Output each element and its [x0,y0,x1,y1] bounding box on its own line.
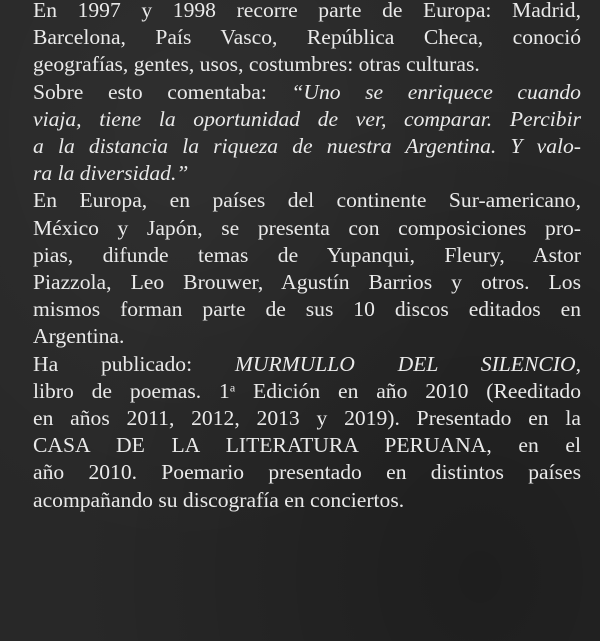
quote-line: a la distancia la riqueza de nuestra Argentina. Y valo- [33,134,581,159]
text-line: México y Japón, se presenta con composiciones pro- [33,215,581,240]
text-line: acompañando su discografía en conciertos. [33,487,405,512]
edition-ordinal: a [229,380,236,395]
paragraph-europe-travels [33,0,581,79]
publication-intro: Ha publicado: [33,351,235,376]
text-line: en años 2011, 2012, 2013 y 2019). Presentado en la [33,406,581,431]
text-line [33,378,581,405]
text-line: Argentina. [33,324,125,349]
text-line: geografías, gentes, usos, costumbres: otras culturas. [33,52,480,77]
text-line [33,351,581,378]
paragraph-quote [33,79,581,188]
text-line: CASA DE LA LITERATURA PERUANA, en el [33,433,581,458]
text-line: pias, difunde temas de Yupanqui, Fleury, Astor [33,242,581,267]
text-line: Barcelona, País Vasco, República Checa, conoció [33,25,581,50]
edition-text-b: Edición en año 2010 (Reeditado [235,378,581,403]
text-line: En 1997 y 1998 recorre parte de Europa: Madrid, [33,0,581,22]
edition-text-a: libro de poemas. 1 [33,378,230,403]
paragraph-performances [33,187,581,350]
text-line [33,79,581,106]
text-line: año 2010. Poemario presentado en distintos países [33,460,581,485]
quote-line: ra la diversidad.” [33,161,189,186]
body-text [33,0,581,514]
text-line: En Europa, en países del continente Sur-americano, [33,188,581,213]
quote-line: viaja, tiene la oportunidad de ver, comparar. Percibir [33,106,581,131]
text-line: mismos forman parte de sus 10 discos editados en [33,297,581,322]
paragraph-publications [33,351,581,514]
book-title: MURMULLO DEL SILENCIO, [234,351,581,376]
quote-intro: Sobre esto comentaba: [33,79,292,104]
quote-text: “Uno se enriquece cuando [291,79,581,104]
text-line: Piazzola, Leo Brouwer, Agustín Barrios y otros. Los [33,270,581,295]
